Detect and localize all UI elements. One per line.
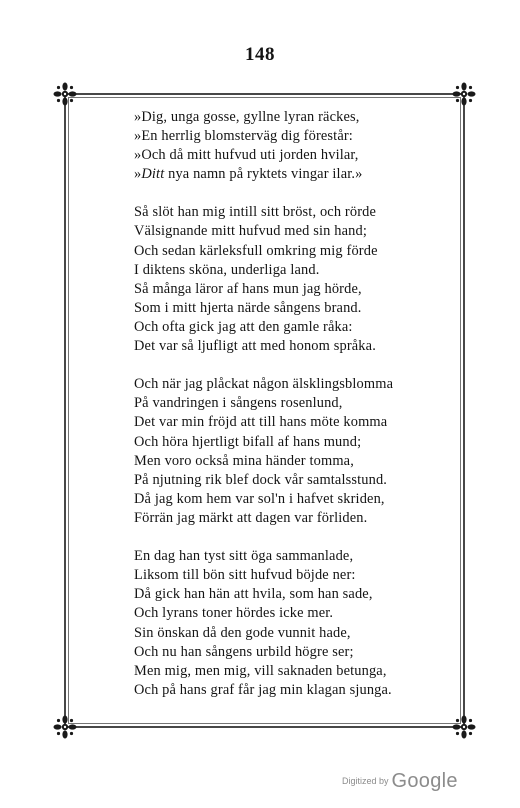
verse-line	[134, 261, 434, 280]
verse-text: Välsignande mitt hufvud med sin hand;	[134, 223, 367, 240]
verse-text: Och höra hjertligt bifall af hans mund;	[134, 433, 362, 450]
verse-line	[134, 585, 434, 604]
verse-text: »En herrlig blomsterväg dig förestår:	[134, 128, 353, 145]
verse-line	[134, 681, 434, 700]
google-logo-text: Google	[391, 770, 458, 792]
floral-corner-icon	[52, 714, 78, 740]
verse-line	[134, 452, 434, 471]
verse-text: Så slöt han mig intill sitt bröst, och rörde	[134, 204, 377, 221]
verse-text: Men voro också mina händer tomma,	[134, 452, 354, 469]
verse-text: Och när jag plåckat någon älsklingsblomma	[134, 376, 394, 393]
verse-line	[134, 299, 434, 318]
page-number: 148	[245, 44, 275, 65]
verse-line	[134, 222, 434, 241]
verse-text: Liksom till bön sitt hufvud böjde ner:	[134, 567, 356, 584]
verse-line	[134, 146, 434, 165]
verse-text: »Dig, unga gosse, gyllne lyran räckes,	[134, 109, 360, 125]
stanza	[134, 375, 434, 528]
verse-line	[134, 394, 434, 413]
verse-line	[134, 433, 434, 452]
verse-line	[134, 662, 434, 681]
verse-text: Och sedan kärleksfull omkring mig förde	[134, 242, 378, 259]
verse-text: Förrän jag märkt att dagen var förliden.	[134, 510, 368, 527]
digitized-by-google-watermark	[342, 770, 458, 793]
verse-line	[134, 490, 434, 509]
verse-line	[134, 566, 434, 585]
verse-italic-text: Ditt	[141, 166, 165, 183]
verse-line	[134, 203, 434, 222]
verse-line	[134, 108, 434, 127]
verse-line	[134, 127, 434, 146]
verse-line	[134, 413, 434, 432]
verse-text: Som i mitt hjerta närde sångens brand.	[134, 300, 362, 316]
verse-line	[134, 165, 434, 184]
verse-text: Och lyrans toner hördes icke mer.	[134, 605, 334, 622]
verse-line	[134, 337, 434, 356]
verse-line	[134, 375, 434, 394]
verse-text-continued: nya namn på ryktets vingar ilar.»	[164, 166, 363, 183]
verse-text: Och ofta gick jag att den gamle råka:	[134, 319, 353, 336]
verse-text: Då jag kom hem var sol'n i hafvet skriden,	[134, 491, 385, 507]
stanza	[134, 203, 434, 356]
stanza	[134, 108, 434, 185]
verse-line	[134, 604, 434, 623]
verse-text: »Och då mitt hufvud uti jorden hvilar,	[134, 147, 359, 164]
verse-text: I diktens sköna, underliga land.	[134, 261, 320, 278]
stanza	[134, 547, 434, 700]
verse-text: På vandringen i sångens rosenlund,	[134, 395, 343, 412]
verse-text: Och nu han sångens urbild högre ser;	[134, 643, 354, 660]
floral-corner-icon	[451, 81, 477, 107]
verse-line	[134, 509, 434, 528]
floral-corner-icon	[52, 81, 78, 107]
verse-text: Det var så ljufligt att med honom språka.	[134, 338, 376, 355]
verse-line	[134, 318, 434, 337]
verse-text: Då gick han hän att hvila, som han sade,	[134, 586, 373, 603]
poem	[134, 108, 434, 700]
verse-line	[134, 643, 434, 662]
verse-text: Sin önskan då den gode vunnit hade,	[134, 624, 351, 641]
verse-line	[134, 471, 434, 490]
verse-line	[134, 547, 434, 566]
verse-text: Och på hans graf får jag min klagan sjunga.	[134, 682, 392, 698]
watermark-prefix: Digitized by	[342, 776, 389, 786]
verse-text: Så många läror af hans mun jag hörde,	[134, 280, 362, 297]
verse-line	[134, 624, 434, 643]
verse-text: Det var min fröjd att till hans möte komma	[134, 414, 388, 431]
verse-line	[134, 242, 434, 261]
verse-text: »	[134, 166, 142, 183]
verse-text: Men mig, men mig, vill saknaden betunga,	[134, 662, 387, 679]
verse-line	[134, 280, 434, 299]
floral-corner-icon	[451, 714, 477, 740]
verse-text: På njutning rik blef dock vår samtalsstund.	[134, 471, 388, 488]
verse-text: En dag han tyst sitt öga sammanlade,	[134, 547, 354, 564]
